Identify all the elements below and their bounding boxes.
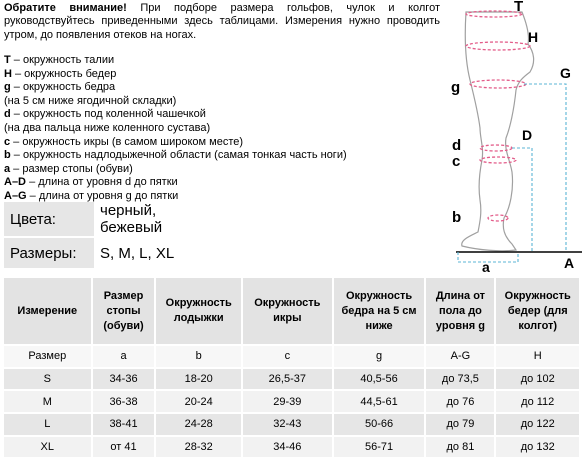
table-cell: S xyxy=(4,368,92,391)
definition-item: a – размер стопы (обуви) xyxy=(4,162,133,175)
table-cell: до 132 xyxy=(495,436,580,457)
definition-item: b – окружность надлодыжечной области (самая тонкая часть ноги) xyxy=(4,149,347,162)
table-cell: 29-39 xyxy=(242,390,333,413)
table-cell: до 81 xyxy=(425,436,495,457)
table-row xyxy=(4,390,580,413)
table-cell: до 102 xyxy=(495,368,580,391)
table-header: Окружность бедра на 5 см ниже xyxy=(333,278,426,345)
table-cell: Размер xyxy=(4,345,92,368)
label-G: G xyxy=(560,65,571,81)
table-cell: 34-36 xyxy=(92,368,156,391)
intro-lead: Обратите внимание! xyxy=(4,2,127,14)
definition-item: d – окружность под коленной чашечкой xyxy=(4,108,206,121)
table-header: Окружность лодыжки xyxy=(155,278,242,345)
table-cell: до 112 xyxy=(495,390,580,413)
band-d xyxy=(480,145,512,151)
definition-item: g – окружность бедра xyxy=(4,81,116,94)
colors-value: черный, бежевый xyxy=(94,202,224,237)
label-c: c xyxy=(452,153,461,170)
table-row xyxy=(4,413,580,436)
table-header: Окружность икры xyxy=(242,278,333,345)
table-cell: M xyxy=(4,390,92,413)
band-H xyxy=(466,42,530,50)
label-b: b xyxy=(452,209,462,226)
table-cell: 26,5-37 xyxy=(242,368,333,391)
guide-D xyxy=(512,148,532,252)
definition-item: A–G – длина от уровня g до пятки xyxy=(4,189,179,202)
table-cell: 56-71 xyxy=(333,436,426,457)
size-chart-table xyxy=(4,278,581,457)
table-header: Длина от пола до уровня g xyxy=(425,278,495,345)
table-cell: 36-38 xyxy=(92,390,156,413)
table-cell: c xyxy=(242,345,333,368)
table-cell: L xyxy=(4,413,92,436)
table-cell: 34-46 xyxy=(242,436,333,457)
table-cell: от 41 xyxy=(92,436,156,457)
table-row xyxy=(4,436,580,457)
guide-G xyxy=(524,84,566,252)
label-A: A xyxy=(564,255,575,271)
sizes-value: S, M, L, XL xyxy=(100,244,175,262)
band-c xyxy=(480,157,516,163)
table-row xyxy=(4,368,580,391)
table-header-row xyxy=(4,278,580,345)
table-cell: XL xyxy=(4,436,92,457)
definition-item: A–D – длина от уровня d до пятки xyxy=(4,176,178,189)
table-cell: до 122 xyxy=(495,413,580,436)
definitions-list xyxy=(4,54,444,204)
label-D: D xyxy=(522,127,533,143)
table-cell: до 79 xyxy=(425,413,495,436)
table-cell: 50-66 xyxy=(333,413,426,436)
product-info-table xyxy=(4,202,224,268)
sizes-row xyxy=(4,237,224,268)
table-cell: 40,5-56 xyxy=(333,368,426,391)
label-d: d xyxy=(452,137,462,154)
table-cell: 32-43 xyxy=(242,413,333,436)
table-header: Размер стопы (обуви) xyxy=(92,278,156,345)
table-cell: 38-41 xyxy=(92,413,156,436)
colors-label: Цвета: xyxy=(4,202,94,237)
table-cell: 20-24 xyxy=(155,390,242,413)
table-cell: 18-20 xyxy=(155,368,242,391)
label-T: T xyxy=(514,0,524,15)
colors-row xyxy=(4,202,224,237)
intro-paragraph xyxy=(4,2,440,42)
table-cell: 24-28 xyxy=(155,413,242,436)
definition-item: c – окружность икры (в самом широком месте) xyxy=(4,135,244,148)
definition-item: T – окружность талии xyxy=(4,54,115,66)
table-cell: до 73,5 xyxy=(425,368,495,391)
table-cell: g xyxy=(333,345,426,368)
table-cell: 44,5-61 xyxy=(333,390,426,413)
sizes-label: Размеры: xyxy=(4,237,94,268)
leg-measurement-figure xyxy=(440,0,583,272)
intro-text: При подборе размера гольфов, чулок и колгот руководствуйтесь приведенными здесь таблицами. Измерения нужно проводить утром, до появления отеков на ногах. xyxy=(4,2,440,41)
definition-item: (на два пальца ниже коленного сустава) xyxy=(4,121,211,134)
definition-item: (на 5 см ниже ягодичной складки) xyxy=(4,94,177,107)
table-cell: до 76 xyxy=(425,390,495,413)
label-g: g xyxy=(451,79,461,96)
table-cell: a xyxy=(92,345,156,368)
table-cell: b xyxy=(155,345,242,368)
table-header: Окружность бедер (для колгот) xyxy=(495,278,580,345)
table-header: Измерение xyxy=(4,278,92,345)
table-row xyxy=(4,345,580,368)
label-H: H xyxy=(528,29,539,45)
table-cell: H xyxy=(495,345,580,368)
table-cell: A-G xyxy=(425,345,495,368)
definition-item: H – окружность бедер xyxy=(4,67,117,80)
label-a: a xyxy=(482,259,490,272)
table-cell: 28-32 xyxy=(155,436,242,457)
